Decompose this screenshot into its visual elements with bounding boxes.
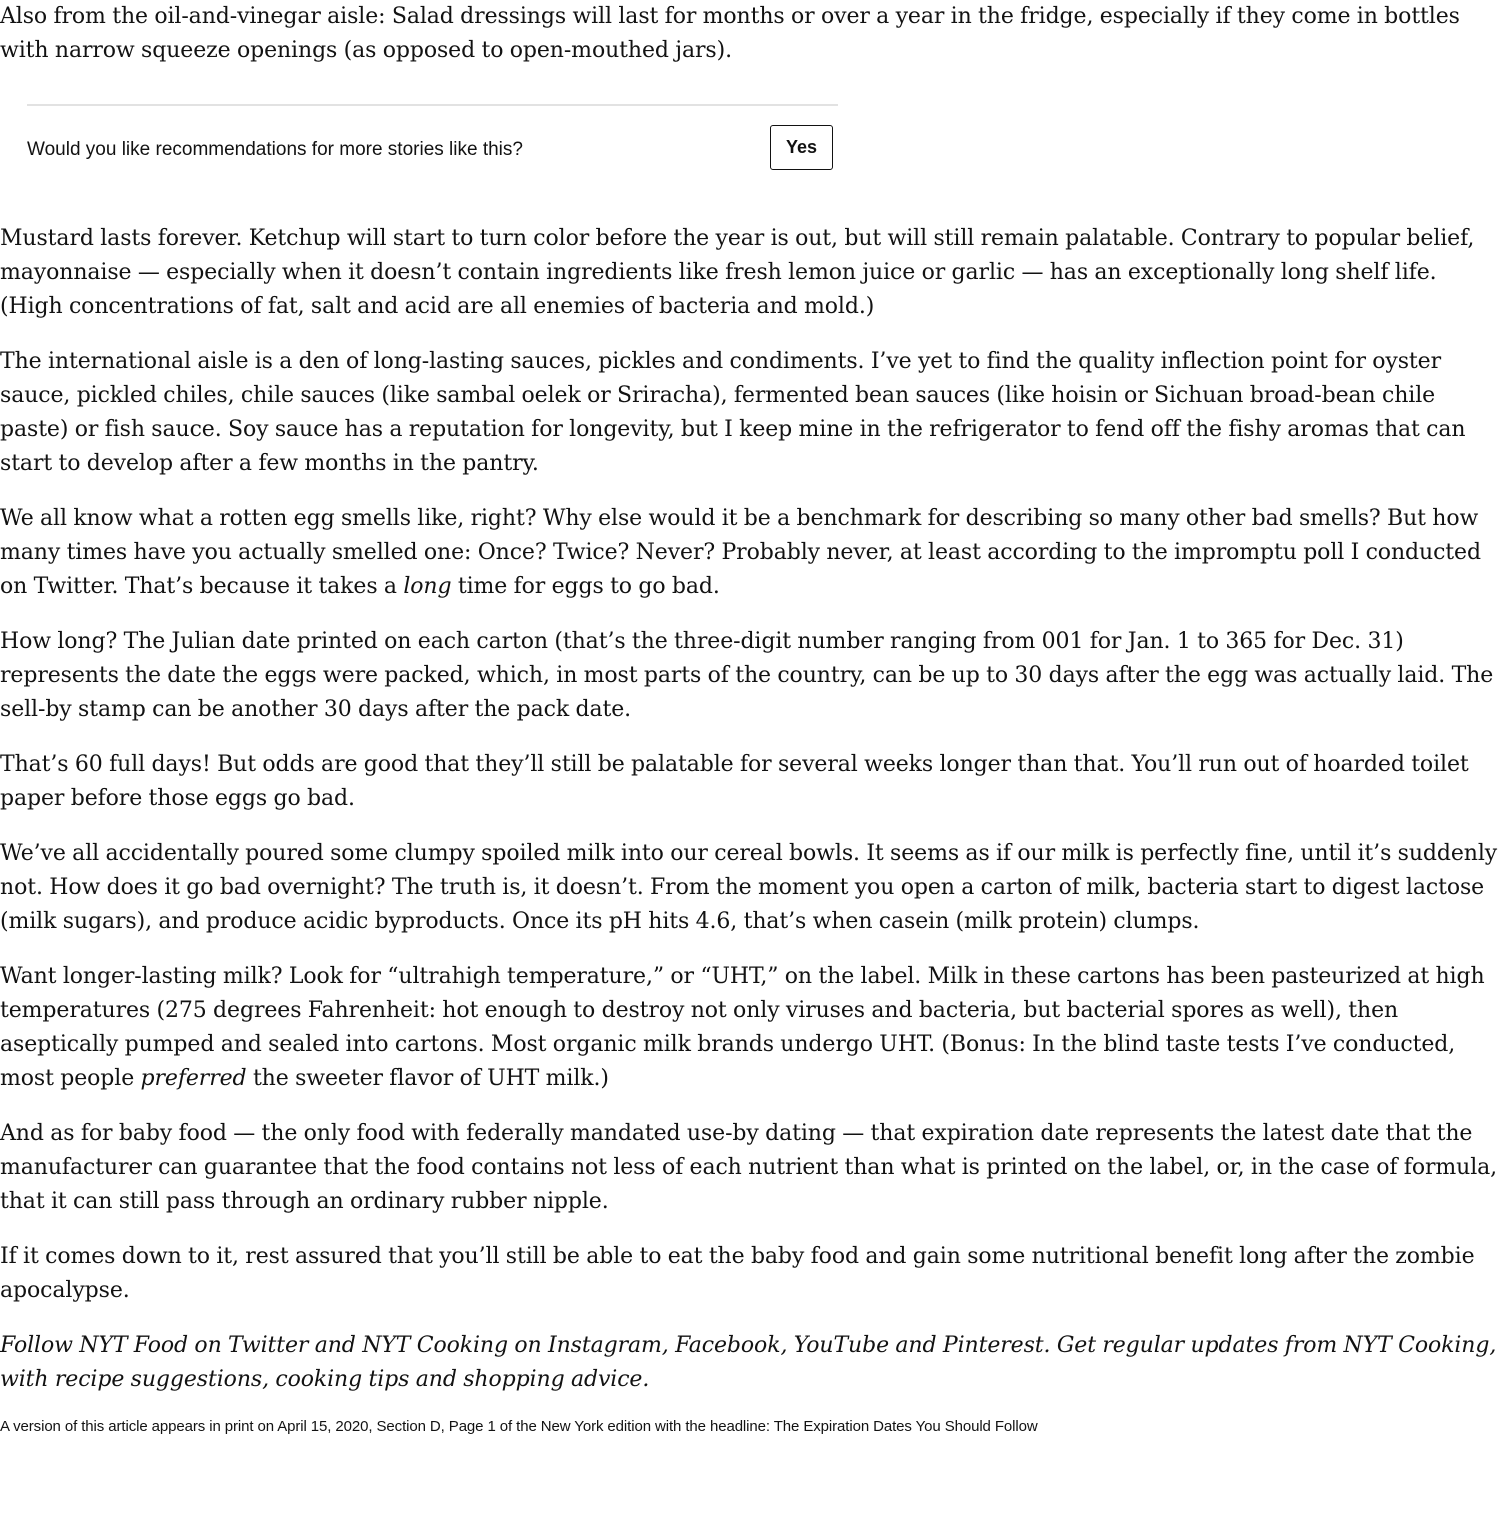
link-nyt-cooking[interactable]: NYT Cooking — [362, 1333, 508, 1358]
emphasis-text: preferred — [140, 1066, 247, 1091]
paragraph-rotten-egg — [0, 502, 1500, 604]
emphasis-text: long — [403, 574, 452, 599]
paragraph-text: time for eggs to go bad. — [451, 574, 720, 599]
link-twitter[interactable]: Twitter — [228, 1333, 309, 1358]
recommendation-question: Would you like recommendations for more stories like this? — [27, 139, 523, 160]
follow-text: Follow — [0, 1333, 80, 1358]
paragraph-julian-date: How long? The Julian date printed on each carton (that’s the three-digit number ranging from 001 for Jan. 1 to 365 for Dec. 31) represents the date the eggs were packed, which, in most parts of the country, can be up to 30 days after the egg was actually laid. The sell-by stamp can be another 30 days after the pack date. — [0, 629, 1494, 722]
print-edition-note: A version of this article appears in print on April 15, 2020, Section D, Page 1 of the New York edition with the headline: The Expiration Dates You Should Follow — [0, 1418, 1038, 1435]
link-instagram[interactable]: Instagram — [548, 1333, 662, 1358]
yes-button[interactable]: Yes — [770, 125, 833, 170]
follow-text: . — [1043, 1333, 1057, 1358]
paragraph-uht-milk — [0, 960, 1500, 1096]
paragraph-salad-dressings: Also from the oil-and-vinegar aisle: Salad dressings will last for months or over a year in the fridge, especially if they come in bottles with narrow squeeze openings (as opposed to open-mouthed jars). — [0, 4, 1460, 63]
link-nyt-food[interactable]: NYT Food — [79, 1333, 189, 1358]
follow-text: and — [889, 1333, 943, 1358]
paragraph-sixty-days: That’s 60 full days! But odds are good that they’ll still be palatable for several weeks longer than that. You’ll run out of hoarded toilet paper before those eggs go bad. — [0, 752, 1469, 811]
follow-text: . — [642, 1367, 650, 1392]
follow-text: on — [188, 1333, 229, 1358]
follow-nyt-cooking — [0, 1329, 1500, 1397]
follow-text: , — [661, 1333, 676, 1358]
paragraph-text: the sweeter flavor of UHT milk.) — [246, 1066, 609, 1091]
link-regular-updates[interactable]: Get regular updates from NYT Cooking, with recipe suggestions, cooking tips and shopping advice — [0, 1333, 1497, 1392]
link-facebook[interactable]: Facebook — [675, 1333, 781, 1358]
paragraph-text: We all know what a rotten egg smells like, right? Why else would it be a benchmark for describing so many other bad smells? But how many times have you actually smelled one: Once? Twice? Never? Probably never, at least according to the impromptu poll I conducted on Twitter. That’s because it takes a — [0, 506, 1481, 599]
paragraph-baby-food: And as for baby food — the only food with federally mandated use-by dating — that expiration date represents the latest date that the manufacturer can guarantee that the food contains not less of each nutrient than what is printed on the label, or, in the case of formula, that it can still pass through an ordinary rubber nipple. — [0, 1121, 1498, 1214]
link-pinterest[interactable]: Pinterest — [942, 1333, 1044, 1358]
link-youtube[interactable]: YouTube — [793, 1333, 890, 1358]
follow-text: and — [308, 1333, 363, 1358]
follow-text: on — [507, 1333, 548, 1358]
paragraph-zombie-apocalypse: If it comes down to it, rest assured that you’ll still be able to eat the baby food and gain some nutritional benefit long after the zombie apocalypse. — [0, 1244, 1475, 1303]
follow-text: , — [780, 1333, 794, 1358]
recommendation-prompt — [27, 104, 838, 206]
paragraph-international-aisle: The international aisle is a den of long-lasting sauces, pickles and condiments. I’ve yet to find the quality inflection point for oyster sauce, pickled chiles, chile sauces (like sambal oelek or Sriracha), fermented bean sauces (like hoisin or Sichuan broad-bean chile paste) or fish sauce. Soy sauce has a reputation for longevity, but I keep mine in the refrigerator to fend off the fishy aromas that can start to develop after a few months in the pantry. — [0, 349, 1466, 476]
paragraph-text: Want longer-lasting milk? Look for “ultrahigh temperature,” or “UHT,” on the label. Milk in these cartons has been pasteurized at high temperatures (275 degrees Fahrenheit: hot enough to destroy not only viruses and bacteria, but bacterial spores as well), then aseptically pumped and sealed into cartons. Most organic milk brands undergo UHT. (Bonus: In the blind taste tests I’ve conducted, most people — [0, 964, 1485, 1091]
paragraph-spoiled-milk: We’ve all accidentally poured some clumpy spoiled milk into our cereal bowls. It seems as if our milk is perfectly fine, until it’s suddenly not. How does it go bad overnight? The truth is, it doesn’t. From the moment you open a carton of milk, bacteria start to digest lactose (milk sugars), and produce acidic byproducts. Once its pH hits 4.6, that’s when casein (milk protein) clumps. — [0, 841, 1498, 934]
paragraph-condiments: Mustard lasts forever. Ketchup will start to turn color before the year is out, but will still remain palatable. Contrary to popular belief, mayonnaise — especially when it doesn’t contain ingredients like fresh lemon juice or garlic — has an exceptionally long shelf life. (High concentrations of fat, salt and acid are all enemies of bacteria and mold.) — [0, 226, 1475, 319]
